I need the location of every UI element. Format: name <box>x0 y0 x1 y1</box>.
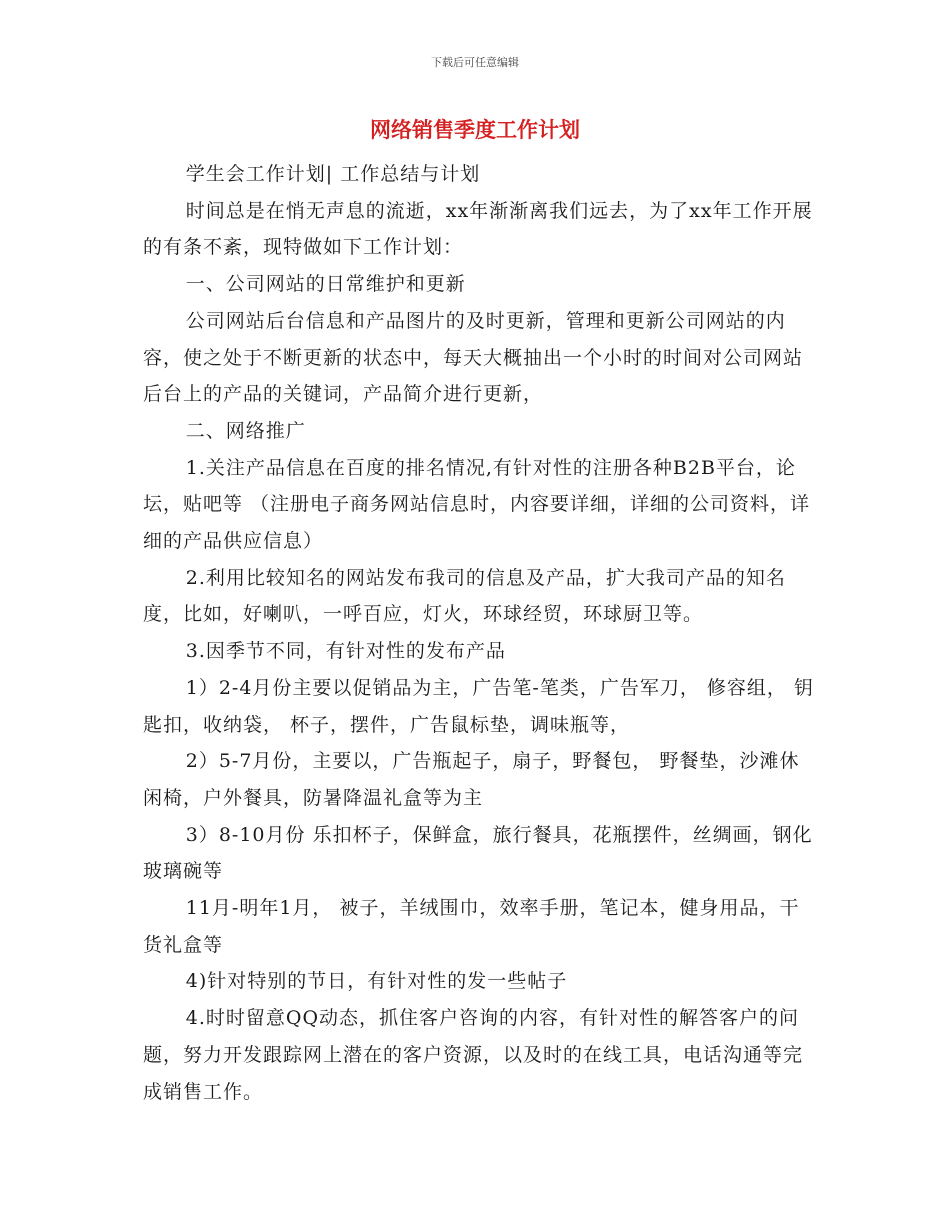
paragraph-promotion-item-1: 1.关注产品信息在百度的排名情况,有针对性的注册各种B2B平台，论坛，贴吧等 （注册电子商务网站信息时，内容要详细，详细的公司资料，详细的产品供应信息） <box>143 456 811 553</box>
paragraph-season-may-jul: 2）5-7月份，主要以，广告瓶起子，扇子，野餐包， 野餐垫，沙滩休闲椅，户外餐具，防暑降温礼盒等为主 <box>143 750 800 809</box>
paragraph-category-line: 学生会工作计划| 工作总结与计划 <box>185 163 481 185</box>
paragraph-promotion-item-4: 4.时时留意QQ动态，抓住客户咨询的内容，有针对性的解答客户的问题，努力开发跟踪网上潜在的客户资源，以及时的在线工具，电话沟通等完成销售工作。 <box>143 1007 804 1103</box>
document-body <box>143 156 815 1110</box>
section-heading-website-maintenance: 一、公司网站的日常维护和更新 <box>185 273 466 296</box>
paragraph-promotion-item-3: 3.因季节不同，有针对性的发布产品 <box>185 640 506 663</box>
paragraph-season-nov-jan: 11月-明年1月， 被子，羊绒围巾，效率手册，笔记本，健身用品，干货礼盒等 <box>143 897 800 956</box>
paragraph-intro: 时间总是在悄无声息的流逝，xx年渐渐离我们远去，为了xx年工作开展的有条不紊，现特做如下工作计划： <box>143 199 813 259</box>
paragraph-website-maintenance: 公司网站后台信息和产品图片的及时更新，管理和更新公司网站的内容，使之处于不断更新的状态中，每天大概抽出一个小时的时间对公司网站后台上的产品的关键词，产品简介进行更新， <box>143 309 804 406</box>
paragraph-promotion-item-2: 2.利用比较知名的网站发布我司的信息及产品，扩大我司产品的知名度，比如，好喇叭，一呼百应，灯火，环球经贸，环球厨卫等。 <box>143 566 786 626</box>
page-header-note: 下载后可任意编辑 <box>431 56 519 69</box>
document-title: 网络销售季度工作计划 <box>370 118 580 142</box>
paragraph-holiday-posts: 4)针对特别的节日，有针对性的发一些帖子 <box>185 970 568 993</box>
paragraph-season-feb-apr: 1）2-4月份主要以促销品为主，广告笔-笔类，广告军刀， 修容组， 钥匙扣，收纳袋， 杯子，摆件，广告鼠标垫，调味瓶等， <box>143 676 814 736</box>
section-heading-network-promotion: 二、网络推广 <box>185 419 306 442</box>
paragraph-season-aug-oct: 3）8-10月份 乐扣杯子，保鲜盒，旅行餐具，花瓶摆件，丝绸画，钢化玻璃碗等 <box>143 823 813 883</box>
